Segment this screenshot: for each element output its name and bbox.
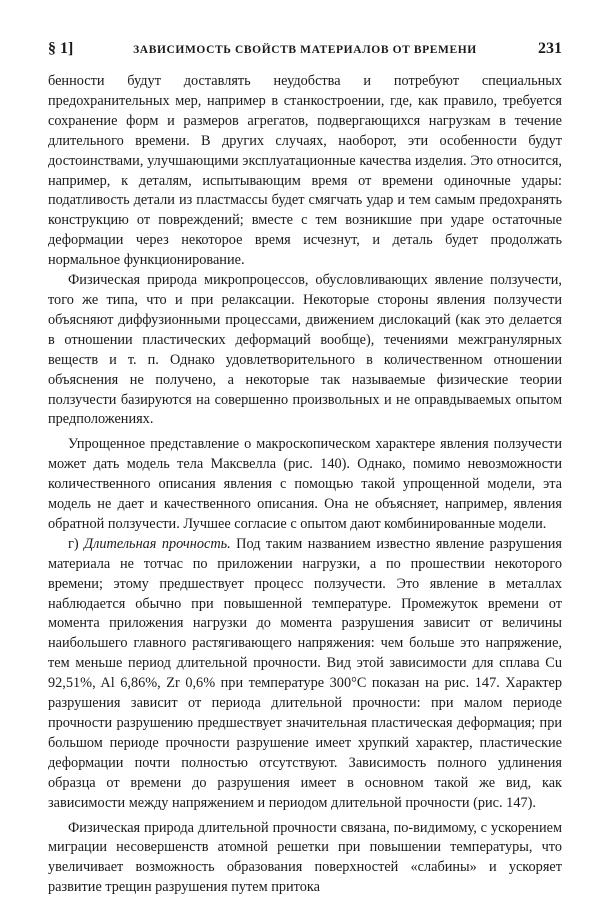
term-long-term-strength: Длительная прочность. [84, 535, 231, 552]
body-text [48, 72, 562, 898]
paragraph-long-term-strength [48, 535, 562, 814]
paragraph-maxwell-model: Упрощенное представление о макроскопическом характере явления ползучести может дать модель тела Максвелла (рис. 140). Однако, помимо невозможности количественного описания явления с помощью такой упрощенной модели, эта модель не дает и качественного описания. Она не объясняет, например, явления обратной ползучести. Лучшее согласие с опытом дают комбинированные модели. [48, 436, 562, 532]
item-letter: г) [68, 535, 85, 552]
paragraph-continuation: бенности будут доставлять неудобства и потребуют специальных предохранительных мер, например в станкостроении, где, как правило, требуется сохранение форм и размеров агрегатов, подвергающихся нагрузкам в течение длительного времени. В других случаях, наоборот, эти особенности будут достоинствами, улучшающими эксплуатационные качества изделия. Это относится, например, к деталям, испытывающим время от времени одиночные удары: податливость детали из пластмассы будет смягчать удар и тем самым предохранять конструкцию от повреждений; вместе с тем возникшие при ударе остаточные деформации через некоторое время исчезнут, и деталь будет продолжать нормальное функционирование. [48, 73, 562, 269]
page-number: 231 [538, 40, 562, 57]
paragraph-physical-nature-strength: Физическая природа длительной прочности связана, по-видимому, с ускорением миграции несовершенств атомной решетки при повышении температуры, что увеличивает возможность образования поверхностей «слабины» и ускоряет развитие трещин разрушения путем притока [48, 819, 562, 896]
book-page [48, 40, 562, 898]
running-title: ЗАВИСИМОСТЬ СВОЙСТВ МАТЕРИАЛОВ ОТ ВРЕМЕНИ [133, 44, 477, 56]
paragraph-long-term-strength-body: Под таким названием известно явление разрушения материала не тотчас по приложении нагрузки, а по прошествии некоторого времени; этому предшествует процесс ползучести. Это явление в металлах наблюдается обычно при повышенной температуре. Промежуток времени от момента приложения нагрузки до момента разрушения зависит от величины наибольшего главного растягивающего напряжения: чем больше это напряжение, тем меньше период длительной прочности. Вид этой зависимости для сплава Cu 92,51%, Al 6,86%, Zr 0,6% при температуре 300°С показан на рис. 147. Характер разрушения зависит от периода длительной прочности: при малом периоде прочности разрушению предшествует значительная пластическая деформация; при большом периоде прочности разрушение имеет хрупкий характер, пластические деформации почти полностью отсутствуют. Зависимость полного удлинения образца от времени до разрушения имеет в основном такой же вид, как зависимости между напряжением и периодом длительной прочности (рис. 147). [48, 535, 562, 811]
running-header [48, 40, 562, 58]
paragraph-physical-nature-creep: Физическая природа микропроцессов, обусловливающих явление ползучести, того же типа, что и при релаксации. Некоторые стороны явления ползучести объясняют диффузионными процессами, движением дислокаций (как это делается в отношении пластических деформаций вообще), течениями межгранулярных веществ и т. п. Однако удовлетворительного в количественном отношении объяснения не получено, а некоторые так называемые физические теории ползучести базируются на совершенно произвольных и не оправдываемых опытом предположениях. [48, 272, 562, 428]
section-marker: § 1] [48, 40, 74, 57]
